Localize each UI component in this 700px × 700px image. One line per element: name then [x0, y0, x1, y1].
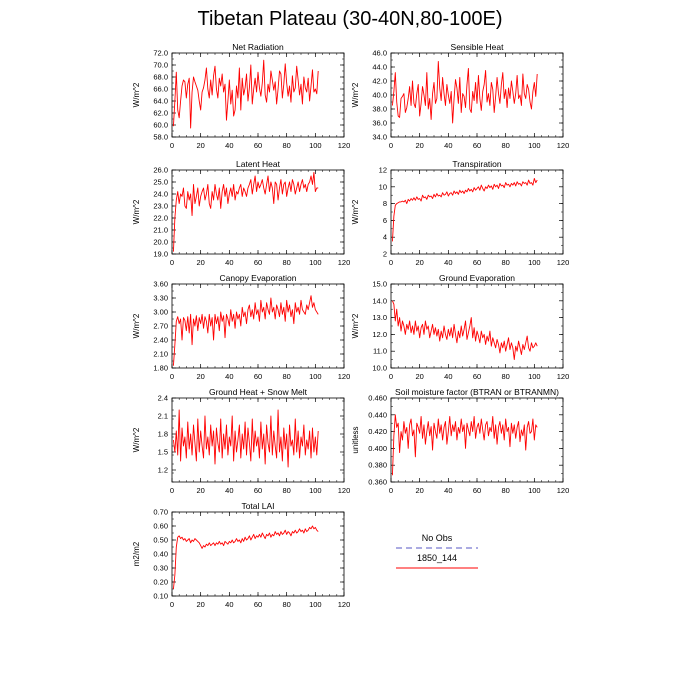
y-tick-label: 44.0	[372, 62, 387, 72]
x-tick-label: 120	[337, 600, 351, 609]
y-axis-label: W/m^2	[351, 313, 360, 339]
y-tick-label: 0.40	[153, 549, 168, 559]
y-tick-label: 24.0	[153, 189, 168, 199]
y-tick-label: 2	[382, 249, 387, 259]
y-tick-label: 19.0	[153, 249, 168, 259]
y-tick-label: 70.0	[153, 60, 168, 70]
y-axis-label: unitless	[351, 426, 360, 454]
x-tick-label: 40	[444, 258, 453, 267]
y-tick-label: 0.20	[153, 577, 168, 587]
x-tick-label: 60	[253, 372, 263, 381]
y-tick-label: 0.440	[368, 410, 387, 420]
x-tick-label: 20	[415, 258, 424, 267]
x-tick-label: 40	[225, 141, 234, 150]
panel-9	[132, 501, 350, 609]
x-tick-label: 120	[556, 258, 570, 267]
y-tick-label: 38.0	[372, 104, 387, 114]
y-tick-label: 0.400	[368, 443, 387, 453]
y-tick-label: 1.2	[157, 465, 168, 475]
x-tick-label: 40	[225, 258, 234, 267]
panel-title: Ground Heat + Snow Melt	[208, 387, 308, 397]
series-line	[392, 178, 537, 241]
series-line	[173, 526, 318, 589]
y-tick-label: 4	[382, 232, 387, 242]
y-tick-label: 26.0	[153, 165, 168, 175]
x-tick-label: 100	[528, 258, 541, 267]
panel-title: Canopy Evaporation	[219, 273, 297, 283]
x-tick-label: 100	[309, 141, 322, 150]
x-tick-label: 40	[225, 600, 234, 609]
x-tick-label: 120	[337, 258, 351, 267]
page-title: Tibetan Plateau (30-40N,80-100E)	[197, 8, 503, 30]
x-tick-label: 60	[253, 141, 263, 150]
y-tick-label: 2.40	[153, 335, 168, 345]
x-tick-label: 120	[556, 486, 570, 495]
x-tick-label: 80	[501, 486, 510, 495]
y-tick-label: 1.8	[157, 429, 168, 439]
x-tick-label: 40	[444, 372, 453, 381]
y-tick-label: 10	[378, 182, 387, 192]
y-tick-label: 0.360	[368, 477, 387, 487]
legend-label: No Obs	[421, 533, 453, 543]
y-tick-label: 42.0	[372, 76, 387, 86]
x-tick-label: 100	[528, 372, 541, 381]
y-axis-label: W/m^2	[132, 427, 141, 453]
y-tick-label: 1.80	[153, 363, 168, 373]
y-tick-label: 0.380	[368, 460, 387, 470]
y-tick-label: 3.00	[153, 307, 168, 317]
x-tick-label: 80	[282, 372, 291, 381]
y-tick-label: 64.0	[153, 96, 168, 106]
x-tick-label: 40	[225, 372, 234, 381]
y-tick-label: 1.5	[157, 447, 168, 457]
series-line	[173, 172, 318, 251]
y-tick-label: 0.10	[153, 591, 168, 601]
x-tick-label: 0	[388, 486, 394, 495]
panel-5	[132, 273, 350, 381]
x-tick-label: 80	[282, 258, 291, 267]
x-tick-label: 60	[472, 372, 482, 381]
y-tick-label: 72.0	[153, 48, 168, 58]
y-tick-label: 2.4	[157, 393, 168, 403]
y-axis-label: W/m^2	[132, 82, 141, 108]
series-line	[173, 296, 318, 366]
plot-frame	[172, 512, 344, 596]
series-line	[173, 60, 318, 128]
panel-title: Net Radiation	[232, 42, 284, 52]
plot-frame	[391, 398, 563, 482]
legend-label: 1850_144	[416, 553, 458, 563]
y-tick-label: 46.0	[372, 48, 387, 58]
series-line	[392, 415, 537, 475]
y-tick-label: 0.70	[153, 507, 168, 517]
x-tick-label: 120	[556, 141, 570, 150]
y-tick-label: 62.0	[153, 108, 168, 118]
x-tick-label: 80	[501, 258, 510, 267]
x-tick-label: 0	[169, 372, 175, 381]
panel-6	[351, 273, 569, 381]
y-axis-label: W/m^2	[132, 199, 141, 225]
x-tick-label: 60	[253, 600, 263, 609]
y-tick-label: 0.60	[153, 521, 168, 531]
y-tick-label: 0.460	[368, 393, 387, 403]
panel-1	[132, 42, 350, 150]
panel-4	[351, 159, 569, 267]
y-tick-label: 10.0	[372, 363, 387, 373]
x-tick-label: 120	[556, 372, 570, 381]
y-tick-label: 3.60	[153, 279, 168, 289]
y-tick-label: 11.0	[372, 346, 387, 356]
panel-2	[351, 42, 569, 150]
x-tick-label: 100	[309, 258, 322, 267]
panel-title: Ground Evaporation	[438, 273, 516, 283]
x-tick-label: 20	[196, 600, 205, 609]
y-axis-label: m2/m2	[132, 541, 141, 567]
x-tick-label: 40	[444, 141, 453, 150]
y-tick-label: 12.0	[372, 329, 387, 339]
y-tick-label: 66.0	[153, 84, 168, 94]
x-tick-label: 0	[169, 486, 175, 495]
y-tick-label: 40.0	[372, 90, 387, 100]
x-tick-label: 80	[501, 372, 510, 381]
x-tick-label: 60	[253, 258, 263, 267]
y-tick-label: 12	[378, 165, 387, 175]
y-tick-label: 8	[382, 199, 387, 209]
y-tick-label: 0.50	[153, 535, 168, 545]
x-tick-label: 100	[528, 141, 541, 150]
plot-frame	[391, 284, 563, 368]
y-axis-label: W/m^2	[351, 199, 360, 225]
y-tick-label: 60.0	[153, 120, 168, 130]
panel-7	[132, 387, 350, 495]
y-axis-label: W/m^2	[351, 82, 360, 108]
x-tick-label: 100	[309, 600, 322, 609]
y-tick-label: 36.0	[372, 118, 387, 128]
x-tick-label: 0	[388, 258, 394, 267]
x-tick-label: 100	[309, 486, 322, 495]
series-line	[173, 410, 318, 467]
panel-title: Sensible Heat	[450, 42, 504, 52]
panel-title: Total LAI	[241, 501, 275, 511]
plot-frame	[172, 53, 344, 137]
panel-3	[132, 159, 350, 267]
x-tick-label: 100	[528, 486, 541, 495]
legend	[396, 533, 478, 568]
y-tick-label: 21.0	[153, 225, 168, 235]
y-tick-label: 0.30	[153, 563, 168, 573]
y-tick-label: 2.1	[157, 411, 168, 421]
x-tick-label: 20	[415, 141, 424, 150]
x-tick-label: 20	[196, 141, 205, 150]
panel-title: Transpiration	[452, 159, 502, 169]
x-tick-label: 120	[337, 141, 351, 150]
x-tick-label: 120	[337, 372, 351, 381]
x-tick-label: 80	[282, 141, 291, 150]
y-axis-label: W/m^2	[132, 313, 141, 339]
y-tick-label: 14.0	[372, 296, 387, 306]
y-tick-label: 68.0	[153, 72, 168, 82]
x-tick-label: 100	[309, 372, 322, 381]
x-tick-label: 20	[415, 486, 424, 495]
y-tick-label: 3.30	[153, 293, 168, 303]
y-tick-label: 2.70	[153, 321, 168, 331]
x-tick-label: 40	[444, 486, 453, 495]
y-tick-label: 22.0	[153, 213, 168, 223]
y-tick-label: 6	[382, 215, 387, 225]
x-tick-label: 20	[415, 372, 424, 381]
x-tick-label: 60	[253, 486, 263, 495]
x-tick-label: 80	[282, 600, 291, 609]
panel-8	[351, 387, 569, 495]
plot-frame	[391, 170, 563, 254]
y-tick-label: 15.0	[372, 279, 387, 289]
panel-title: Latent Heat	[236, 159, 280, 169]
x-tick-label: 120	[337, 486, 351, 495]
y-tick-label: 58.0	[153, 132, 168, 142]
y-tick-label: 20.0	[153, 237, 168, 247]
series-line	[392, 301, 537, 360]
x-tick-label: 20	[196, 258, 205, 267]
x-tick-label: 80	[282, 486, 291, 495]
y-tick-label: 0.420	[368, 427, 387, 437]
x-tick-label: 0	[169, 141, 175, 150]
x-tick-label: 0	[169, 600, 175, 609]
y-tick-label: 13.0	[372, 313, 387, 323]
x-tick-label: 0	[388, 372, 394, 381]
x-tick-label: 40	[225, 486, 234, 495]
x-tick-label: 0	[169, 258, 175, 267]
y-tick-label: 2.10	[153, 349, 168, 359]
series-line	[392, 61, 537, 123]
x-tick-label: 60	[472, 141, 482, 150]
x-tick-label: 20	[196, 372, 205, 381]
x-tick-label: 60	[472, 486, 482, 495]
x-tick-label: 20	[196, 486, 205, 495]
y-tick-label: 23.0	[153, 201, 168, 211]
x-tick-label: 80	[501, 141, 510, 150]
y-tick-label: 34.0	[372, 132, 387, 142]
x-tick-label: 60	[472, 258, 482, 267]
y-tick-label: 25.0	[153, 177, 168, 187]
x-tick-label: 0	[388, 141, 394, 150]
panel-title: Soil moisture factor (BTRAN or BTRANMN)	[395, 387, 559, 397]
